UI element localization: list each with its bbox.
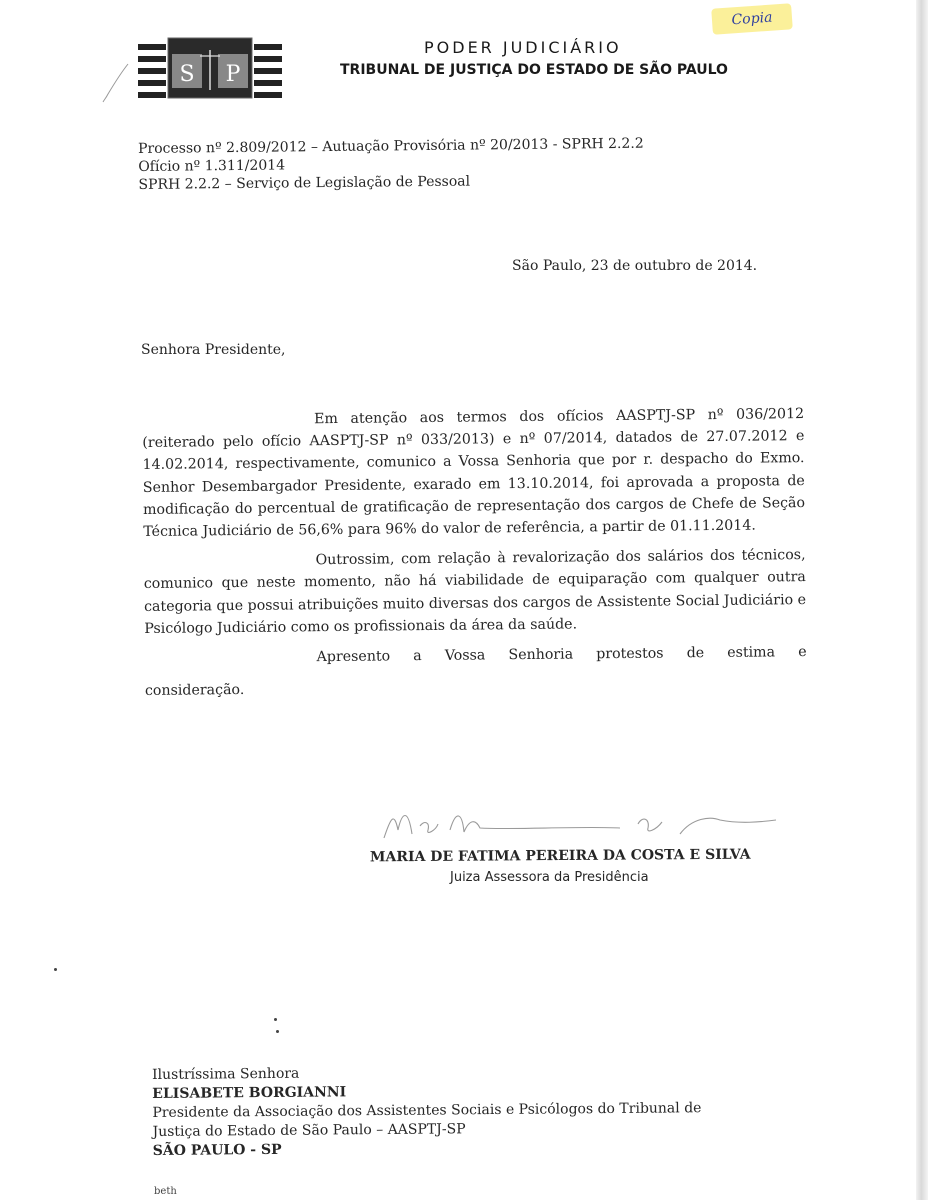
signer-title: Juiza Assessora da Presidência <box>450 870 649 885</box>
department-line: SPRH 2.2.2 – Serviço de Legislação de Pessoal <box>138 173 471 193</box>
addressee-role: Presidente da Associação dos Assistentes Sociais e Psicólogos do Tribunal de <box>152 1100 702 1121</box>
scan-page-edge <box>916 0 928 1200</box>
signer-name: MARIA DE FATIMA PEREIRA DA COSTA E SILVA <box>369 846 751 866</box>
handwritten-copy-annotation: Copia <box>711 3 793 35</box>
scan-speck <box>276 1030 279 1033</box>
addressee-name: ELISABETE BORGIANNI <box>152 1084 347 1102</box>
typist-initials: beth <box>154 1186 177 1197</box>
scan-speck <box>54 968 57 971</box>
closing-line: Apresento a Vossa Senhoria protestos de estima e <box>316 644 807 666</box>
logo-letter-p: P <box>225 62 241 87</box>
salutation: Senhora Presidente, <box>141 342 286 358</box>
court-seal-logo <box>138 32 282 102</box>
office-number: Ofício nº 1.311/2014 <box>138 157 286 175</box>
court-branch-heading: PODER JUDICIÁRIO <box>424 38 622 57</box>
scan-speck <box>274 1018 277 1021</box>
addressee-greeting: Ilustríssima Senhora <box>152 1065 300 1083</box>
handwritten-signature <box>380 800 780 850</box>
pen-mark <box>98 60 138 104</box>
logo-letter-s: S <box>179 62 195 87</box>
addressee-city: SÃO PAULO - SP <box>152 1141 282 1159</box>
addressee-role-cont: Justiça do Estado de São Paulo – AASPTJ-SP <box>152 1121 466 1140</box>
addressee-block <box>152 1061 702 1161</box>
body-paragraph: Em atenção aos termos dos ofícios AASPTJ-SP nº 036/2012 (reiterado pelo ofício AASPTJ-SP nº 033/2013) e nº 07/2014, datados de 27.07.2012 e 14.02.2014, respectivamente, comunico a Vossa Senhoria que por r. despacho do Exmo. Senhor Desembargador Presidente, exarado em 13.10.2014, foi aprovada a proposta de modificação do percentual de gratificação de representação dos cargos de Chefe de Seção Técnica Judiciário de 56,6% para 96% do valor de referência, a partir de 01.11.2014. <box>142 406 806 541</box>
body-paragraph: Outrossim, com relação à revalorização dos salários dos técnicos, comunico que neste momento, não há viabilidade de equiparação com qualquer outra categoria que possui atribuições muito diversas dos cargos de Assistente Social Judiciário e Psicólogo Judiciário como os profissionais da área da saúde. <box>143 547 807 637</box>
letter-date: São Paulo, 23 de outubro de 2014. <box>512 258 758 274</box>
letter-body <box>142 403 807 702</box>
process-number: Processo nº 2.809/2012 – Autuação Provisória nº 20/2013 - SPRH 2.2.2 <box>138 135 644 157</box>
court-name-heading: TRIBUNAL DE JUSTIÇA DO ESTADO DE SÃO PAULO <box>340 62 728 78</box>
closing-line-end: consideração. <box>144 682 245 700</box>
reference-block <box>138 135 644 194</box>
